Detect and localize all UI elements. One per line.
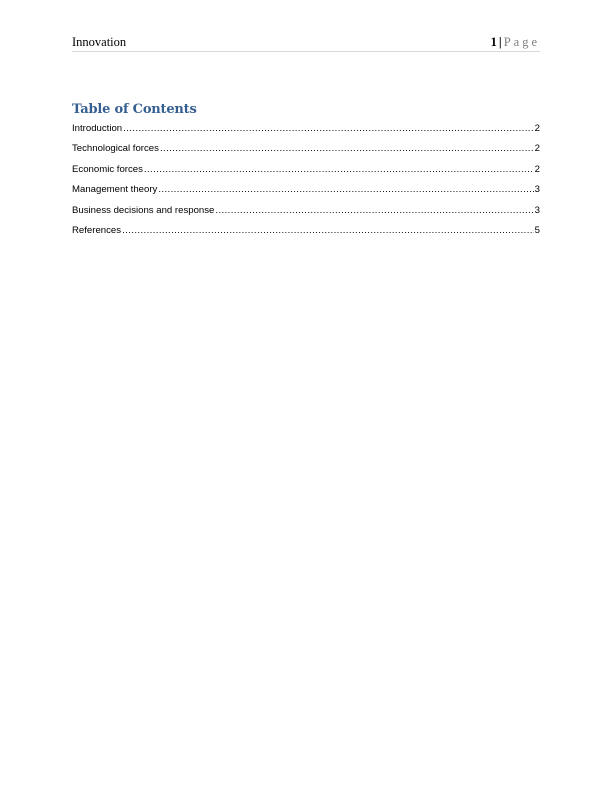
page-header [72, 34, 540, 52]
toc-entry-label: Business decisions and response [72, 204, 215, 216]
header-page-number: 1 [490, 35, 497, 49]
header-page-indicator [491, 35, 540, 50]
table-of-contents [72, 123, 540, 245]
toc-dot-leader [158, 184, 533, 196]
toc-entry-page: 2 [534, 163, 540, 175]
toc-entry-references[interactable] [72, 225, 540, 245]
toc-entry-label: Introduction [72, 123, 123, 134]
toc-dot-leader [215, 205, 533, 217]
toc-dot-leader [122, 225, 534, 237]
toc-dot-leader [144, 164, 534, 176]
toc-entry-page: 2 [534, 123, 540, 134]
toc-dot-leader [160, 143, 534, 155]
toc-entry-label: Technological forces [72, 143, 159, 155]
toc-entry-management-theory[interactable] [72, 184, 540, 204]
header-page-separator: | [498, 35, 502, 49]
toc-entry-page: 3 [534, 204, 540, 216]
toc-entry-page: 2 [534, 143, 540, 155]
toc-entry-business-decisions[interactable] [72, 205, 540, 225]
toc-entry-introduction[interactable] [72, 123, 540, 143]
header-title: Innovation [72, 35, 127, 49]
toc-entry-page: 5 [534, 224, 540, 236]
toc-heading: Table of Contents [72, 102, 197, 117]
toc-entry-label: Management theory [72, 184, 158, 196]
toc-dot-leader [123, 123, 534, 135]
toc-entry-economic-forces[interactable] [72, 164, 540, 184]
toc-entry-page: 3 [534, 184, 540, 196]
toc-entry-label: Economic forces [72, 163, 143, 175]
header-page-word: Page [503, 35, 540, 49]
toc-entry-label: References [72, 224, 122, 236]
toc-entry-technological-forces[interactable] [72, 143, 540, 163]
